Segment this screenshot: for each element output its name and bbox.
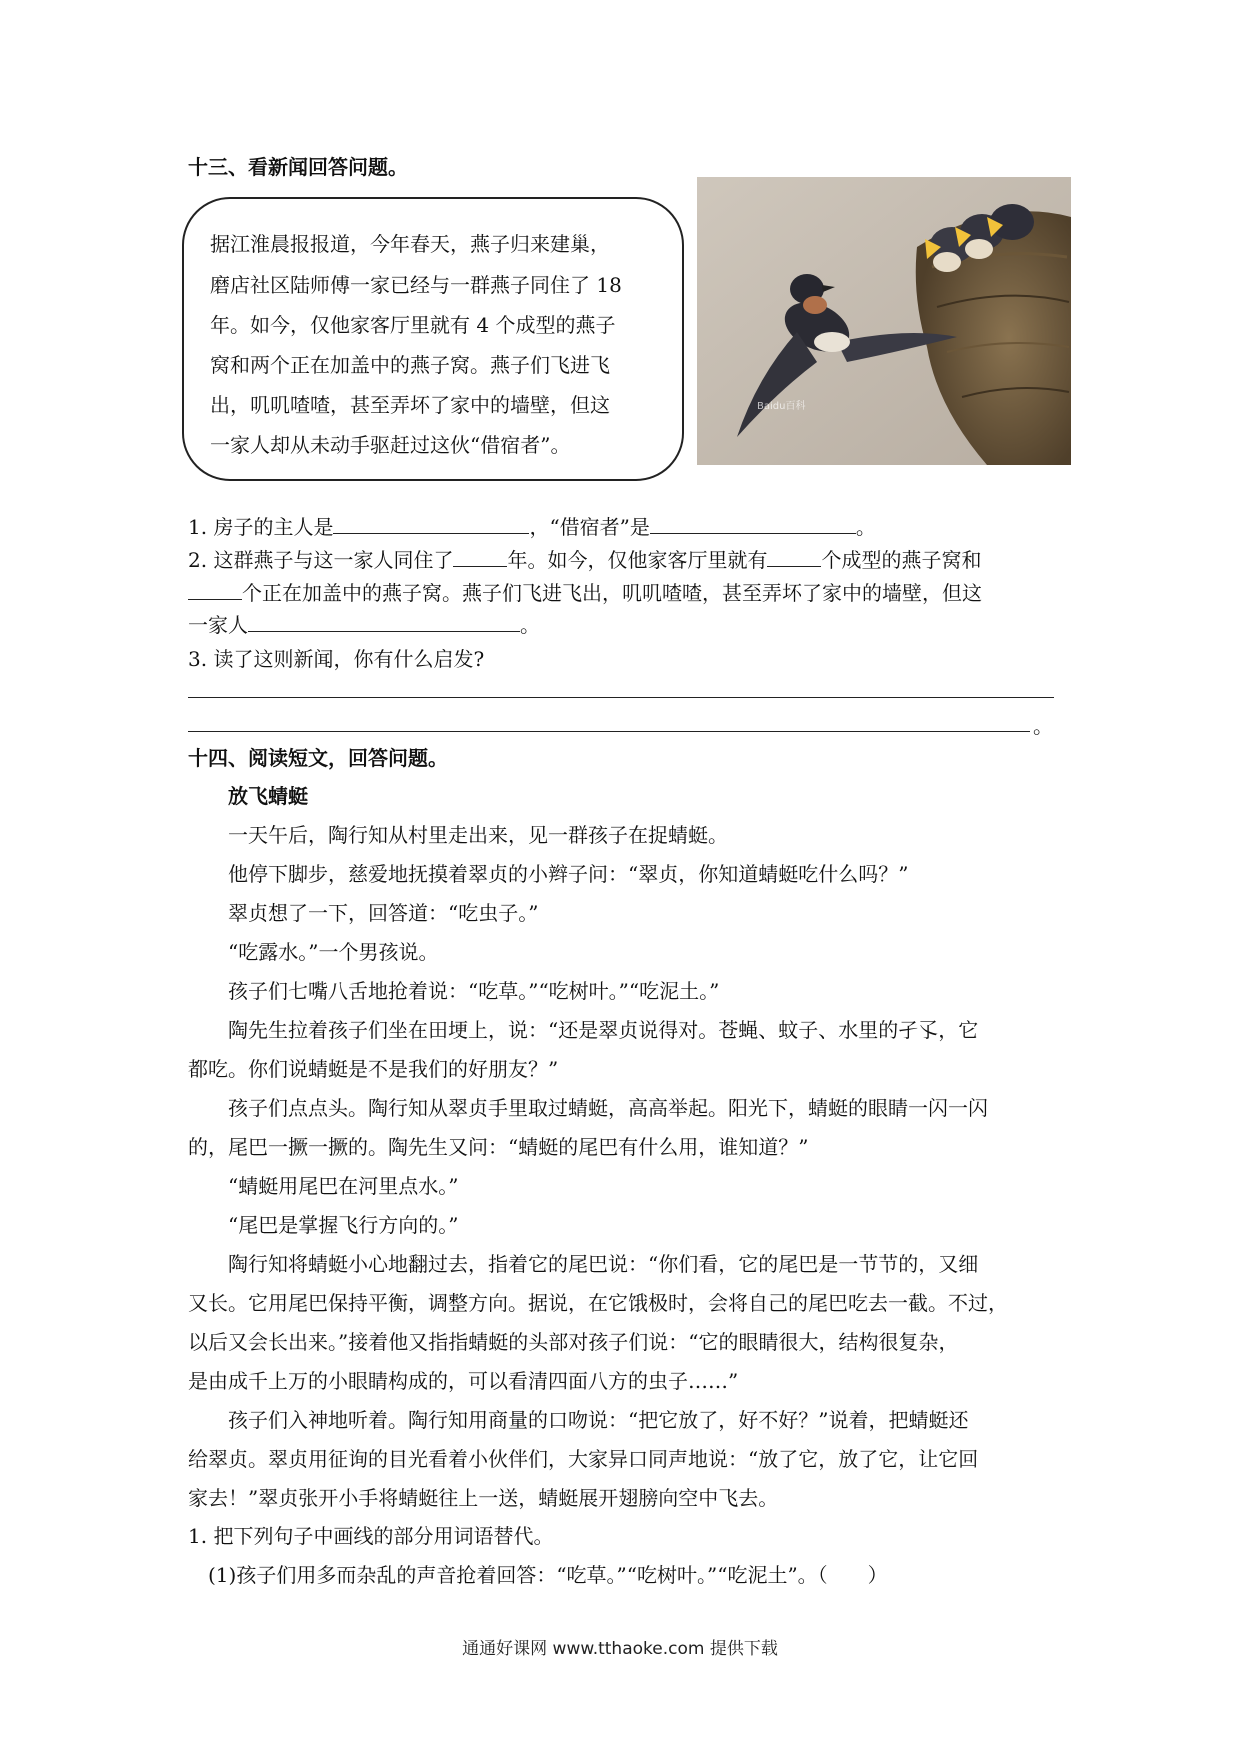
passage-question-1-sub-1: (1)孩子们用多而杂乱的声音抢着回答：“吃草。”“吃树叶。”“吃泥土”。（ ） <box>208 1563 888 1587</box>
passage-paragraph: “蜻蜓用尾巴在河里点水。” <box>228 1174 459 1198</box>
passage-title: 放飞蜻蜓 <box>228 784 308 808</box>
passage-paragraph: “吃露水。”一个男孩说。 <box>228 940 439 964</box>
news-line: 据江淮晨报报道，今年春天，燕子归来建巢， <box>210 232 610 256</box>
passage-paragraph: 他停下脚步，慈爱地抚摸着翠贞的小辫子问：“翠贞，你知道蜻蜓吃什么吗？” <box>228 862 909 886</box>
passage-paragraph: 家去！”翠贞张开小手将蜻蜓往上一送，蜻蜓展开翅膀向空中飞去。 <box>188 1486 779 1510</box>
swallow-nest-photo <box>697 177 1071 465</box>
news-line: 一家人却从未动手驱赶过这伙“借宿者”。 <box>210 433 571 457</box>
passage-paragraph: 又长。它用尾巴保持平衡，调整方向。据说，在它饿极时，会将自己的尾巴吃去一截。不过， <box>188 1291 1008 1315</box>
answer-blank[interactable] <box>767 542 821 567</box>
question-2-text-e: 一家人 <box>188 613 248 637</box>
answer-blank[interactable] <box>333 509 529 534</box>
answer-blank[interactable] <box>650 509 856 534</box>
answer-blank[interactable] <box>248 607 520 632</box>
page-footer: 通通好课网 www.tthaoke.com 提供下载 <box>462 1639 778 1659</box>
answer-line[interactable] <box>188 697 1054 698</box>
passage-paragraph: 一天午后，陶行知从村里走出来，见一群孩子在捉蜻蜓。 <box>228 823 728 847</box>
passage-paragraph: 以后又会长出来。”接着他又指指蜻蜓的头部对孩子们说：“它的眼睛很大，结构很复杂， <box>188 1330 959 1354</box>
question-2-text-a: 2. 这群燕子与这一家人同住了 <box>188 548 454 572</box>
passage-question-1: 1. 把下列句子中画线的部分用词语替代。 <box>188 1524 554 1548</box>
answer-line[interactable] <box>188 731 1030 732</box>
news-line: 年。如今，仅他家客厅里就有 4 个成型的燕子 <box>210 313 616 337</box>
question-1-text-b: ，“借宿者”是 <box>529 515 650 539</box>
passage-paragraph: 的，尾巴一撅一撅的。陶先生又问：“蜻蜓的尾巴有什么用，谁知道？” <box>188 1135 809 1159</box>
passage-paragraph: 孩子们入神地听着。陶行知用商量的口吻说：“把它放了，好不好？”说着，把蜻蜓还 <box>228 1408 969 1432</box>
passage-paragraph: 陶先生拉着孩子们坐在田埂上，说：“还是翠贞说得对。苍蝇、蚊子、水里的孑孓，它 <box>228 1018 979 1042</box>
passage-paragraph: 陶行知将蜻蜓小心地翻过去，指着它的尾巴说：“你们看，它的尾巴是一节节的，又细 <box>228 1252 979 1276</box>
question-2-text-f: 。 <box>520 613 540 637</box>
passage-paragraph: 孩子们点点头。陶行知从翠贞手里取过蜻蜓，高高举起。阳光下，蜻蜓的眼睛一闪一闪 <box>228 1096 988 1120</box>
answer-blank[interactable] <box>453 542 507 567</box>
passage-paragraph: 给翠贞。翠贞用征询的目光看着小伙伴们，大家异口同声地说：“放了它，放了它，让它回 <box>188 1447 979 1471</box>
passage-paragraph: 孩子们七嘴八舌地抢着说：“吃草。”“吃树叶。”“吃泥土。” <box>228 979 720 1003</box>
news-line: 窝和两个正在加盖中的燕子窝。燕子们飞进飞 <box>210 353 610 377</box>
passage-paragraph: 翠贞想了一下，回答道：“吃虫子。” <box>228 901 539 925</box>
section-14-heading: 十四、阅读短文，回答问题。 <box>188 746 448 770</box>
question-1-text-a: 1. 房子的主人是 <box>188 515 334 539</box>
question-2-text-d: 个正在加盖中的燕子窝。燕子们飞进飞出，叽叽喳喳，甚至弄坏了家中的墙壁，但这 <box>242 581 982 605</box>
news-line: 出，叽叽喳喳，甚至弄坏了家中的墙壁，但这 <box>210 393 610 417</box>
news-line: 磨店社区陆师傅一家已经与一群燕子同住了 18 <box>210 273 622 297</box>
photo-watermark: Baidu百科 <box>757 401 806 412</box>
section-13-heading: 十三、看新闻回答问题。 <box>188 155 408 179</box>
question-3: 3. 读了这则新闻，你有什么启发? <box>188 647 485 671</box>
passage-paragraph: 都吃。你们说蜻蜓是不是我们的好朋友？” <box>188 1057 559 1081</box>
swallow-nest-image <box>697 177 1071 465</box>
question-2-text-b: 年。如今，仅他家客厅里就有 <box>507 548 768 572</box>
answer-line-period: 。 <box>1033 714 1053 738</box>
passage-paragraph: 是由成千上万的小眼睛构成的，可以看清四面八方的虫子……” <box>188 1369 739 1393</box>
question-2-text-c: 个成型的燕子窝和 <box>821 548 982 572</box>
question-1-text-c: 。 <box>855 515 876 539</box>
answer-blank[interactable] <box>188 575 242 600</box>
passage-paragraph: “尾巴是掌握飞行方向的。” <box>228 1213 459 1237</box>
question-2-line-3 <box>188 606 540 644</box>
